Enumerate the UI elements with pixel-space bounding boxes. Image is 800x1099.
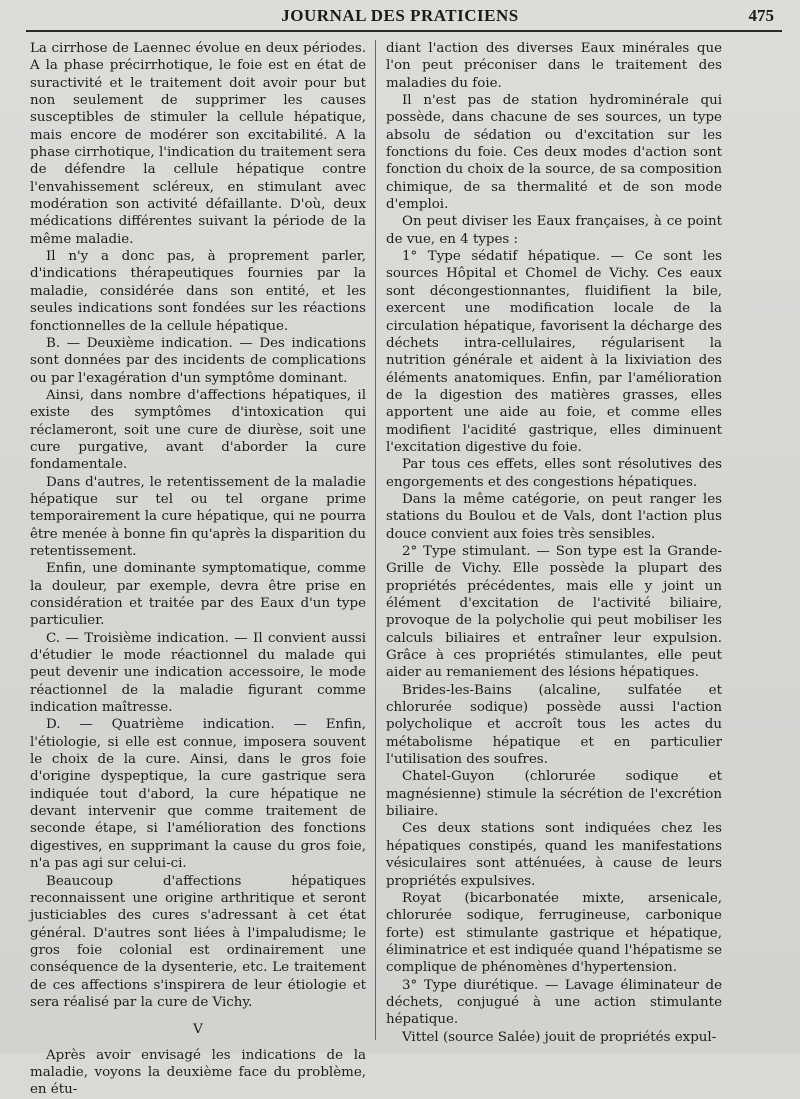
paragraph: Après avoir envisagé les indications de la maladie, voyons la deuxième face du problème, en étu- — [30, 1047, 366, 1098]
paragraph: La cirrhose de Laennec évolue en deux périodes. A la phase précirrhotique, le foie est en état de suractivité et le traitement doit avoir pour but non seulement de supprimer les causes susceptibles de stimuler la cellule hépatique, mais encore de modérer son excitabilité. A la phase cirrhotique, l'indication du traitement sera de défendre la cellule hépatique contre l'envahissement scléreux, en stimulant avec modération son activité défaillante. D'où, deux médications différentes suivant la période de la même maladie. — [30, 41, 366, 247]
paragraph: Il n'est pas de station hydrominérale qui possède, dans chacune de ses sources, un type absolu de sédation ou d'excitation sur les fonctions du foie. Ces deux modes d'action sont fonction du choix de la source, de sa composition chimique, de sa thermalité et de son mode d'emploi. — [386, 93, 722, 213]
paragraph: Brides-les-Bains (alcaline, sulfatée et chlorurée sodique) possède aussi l'action polycholique et accroît tous les actes du métabolisme hépatique et en particulier l'utilisation des soufres. — [386, 682, 722, 768]
paragraph: Royat (bicarbonatée mixte, arsenicale, chlorurée sodique, ferrugineuse, carbonique forte) est stimulante gastrique et hépatique, éliminatrice et est indiquée quand l'hépatisme se complique de phénomènes d'hypertension. — [386, 890, 722, 976]
paragraph: Enfin, une dominante symptomatique, comme la douleur, par exemple, devra être prise en considération et traitée par des Eaux d'un type particulier. — [30, 561, 366, 629]
paragraph: On peut diviser les Eaux françaises, à ce point de vue, en 4 types : — [386, 214, 722, 247]
paragraph: D. — Quatrième indication. — Enfin, l'étiologie, si elle est connue, imposera souvent le choix de la cure. Ainsi, dans le gros foie d'origine dyspeptique, la cure gastrique sera indiquée tout d'abord, la cure hépatique ne devant intervenir que comme traitement de seconde étape, si l'amélioration des fonctions digestives, en supprimant la cause du gros foie, n'a pas agi sur celui-ci. — [30, 717, 366, 872]
paragraph: 2° Type stimulant. — Son type est la Grande-Grille de Vichy. Elle possède la plupart des propriétés précédentes, mais elle y joint un élément d'excitation de l'activité biliaire, provoque de la polycholie qui peut mobiliser les calculs biliaires et entraîner leur expulsion. Grâce à ces propriétés stimulantes, elle peut aider au remaniement des lésions hépatiques. — [386, 543, 722, 681]
paragraph: Dans la même catégorie, on peut ranger les stations du Boulou et de Vals, dont l'action plus douce convient aux foies très sensibles. — [386, 491, 722, 542]
page-number: 475 — [748, 6, 774, 25]
paragraph: B. — Deuxième indication. — Des indications sont données par des incidents de complications ou par l'exagération d'un symptôme dominant. — [30, 335, 366, 386]
paragraph: Il n'y a donc pas, à proprement parler, d'indications thérapeutiques fournies par la maladie, considérée dans son entité, et les seules indications sont fondées sur les réactions fonctionnelles de la cellule hépatique. — [30, 249, 366, 334]
column-divider — [375, 40, 376, 1040]
left-column — [30, 40, 366, 1099]
paragraph: Ainsi, dans nombre d'affections hépatiques, il existe des symptômes d'intoxication qui réclameront, soit une cure de diurèse, soit une cure purgative, avant d'aborder la cure fondamentale. — [30, 387, 366, 473]
paragraph: Par tous ces effets, elles sont résolutives des engorgements et des congestions hépatiques. — [386, 457, 722, 490]
paragraph: diant l'action des diverses Eaux minérales que l'on peut préconiser dans le traitement des maladies du foie. — [386, 41, 722, 91]
paragraph: Vittel (source Salée) jouit de propriétés expul- — [402, 1029, 717, 1045]
paragraph: Ces deux stations sont indiquées chez les hépatiques constipés, quand les manifestations vésiculaires sont atténuées, à cause de leurs propriétés expulsives. — [386, 821, 722, 889]
right-column — [386, 40, 722, 1046]
paragraph: 3° Type diurétique. — Lavage éliminateur de déchets, conjugué à une action stimulante hépatique. — [386, 977, 722, 1028]
page-header — [0, 0, 800, 34]
paragraph: Beaucoup d'affections hépatiques reconnaissent une origine arthritique et seront justiciables des cures s'adressant à cet état général. D'autres sont liées à l'impaludisme; le gros foie colonial est ordinairement une conséquence de la dysenterie, etc. Le traitement de ces affections s'inspirera de leur étiologie et sera réalisé par la cure de Vichy. — [30, 873, 366, 1010]
section-numeral: V — [193, 1022, 203, 1038]
paragraph: Dans d'autres, le retentissement de la maladie hépatique sur tel ou tel organe prime temporairement la cure hépatique, qui ne pourra être menée à bonne fin qu'après la disparition du retentissement. — [30, 474, 366, 559]
paragraph: 1° Type sédatif hépatique. — Ce sont les sources Hôpital et Chomel de Vichy. Ces eaux sont décongestionnantes, fluidifient la bile, exercent une modification locale de la circulation hépatique, favorisent la décharge des déchets intra-cellulaires, régularisent la nutrition générale et aident à la lixiviation des éléments anatomiques. Enfin, par l'amélioration de la digestion des matières grasses, elles apportent une aide au foie, et comme elles modifient l'acidité gastrique, elles diminuent l'excitation digestive du foie. — [386, 249, 722, 455]
paragraph: C. — Troisième indication. — Il convient aussi d'étudier le mode réactionnel du malade qui peut devenir une indication accessoire, le mode réactionnel de la maladie figurant comme indication maîtresse. — [30, 630, 366, 716]
header-rule — [26, 30, 782, 32]
journal-title: JOURNAL DES PRATICIENS — [281, 6, 519, 25]
paragraph: Chatel-Guyon (chlorurée sodique et magnésienne) stimule la sécrétion de l'excrétion biliaire. — [386, 769, 722, 820]
